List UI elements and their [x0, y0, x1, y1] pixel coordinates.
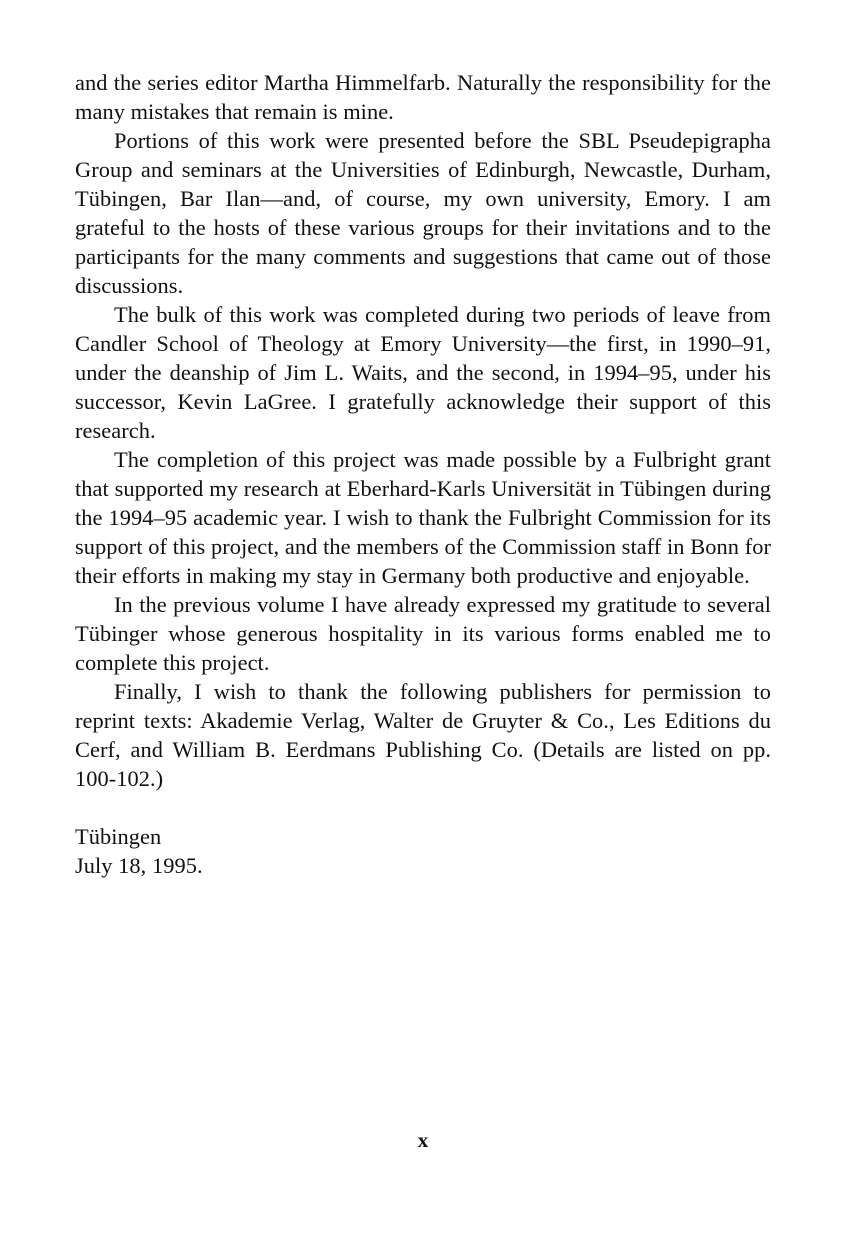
signoff-place: Tübingen — [75, 824, 162, 849]
page-number: x — [417, 1128, 429, 1152]
paragraph-4: The completion of this project was made possible by a Fulbright grant that supported my research at Eberhard-Karls Universität in Tübingen during the 1994–95 academic year. I wish to thank the Fulbright Commission for its support of this project, and the members of the Commission staff in Bonn for their efforts in making my stay in Germany both productive and enjoyable. — [75, 447, 771, 588]
paragraph-1: and the series editor Martha Himmelfarb. Naturally the responsibility for the many mistakes that remain is mine. — [75, 70, 771, 124]
signoff-block — [75, 822, 771, 880]
paragraph-5: In the previous volume I have already expressed my gratitude to several Tübinger whose generous hospitality in its various forms enabled me to complete this project. — [75, 592, 771, 675]
preface-page — [75, 68, 771, 880]
paragraph-6: Finally, I wish to thank the following publishers for permission to reprint texts: Akademie Verlag, Walter de Gruyter & Co., Les Editions du Cerf, and William B. Eerdmans Publishing Co. (Details are listed on pp. 100-102.) — [75, 679, 771, 791]
signoff-date: July 18, 1995. — [75, 853, 203, 878]
paragraph-3: The bulk of this work was completed during two periods of leave from Candler School of Theology at Emory University—the first, in 1990–91, under the deanship of Jim L. Waits, and the second, in 1994–95, under his successor, Kevin LaGree. I gratefully acknowledge their support of this research. — [75, 302, 771, 443]
paragraph-2: Portions of this work were presented before the SBL Pseudepigrapha Group and seminars at the Universities of Edinburgh, Newcastle, Durham, Tübingen, Bar Ilan—and, of course, my own university, Emory. I am grateful to the hosts of these various groups for their invitations and to the participants for the many comments and suggestions that came out of those discussions. — [75, 128, 771, 298]
